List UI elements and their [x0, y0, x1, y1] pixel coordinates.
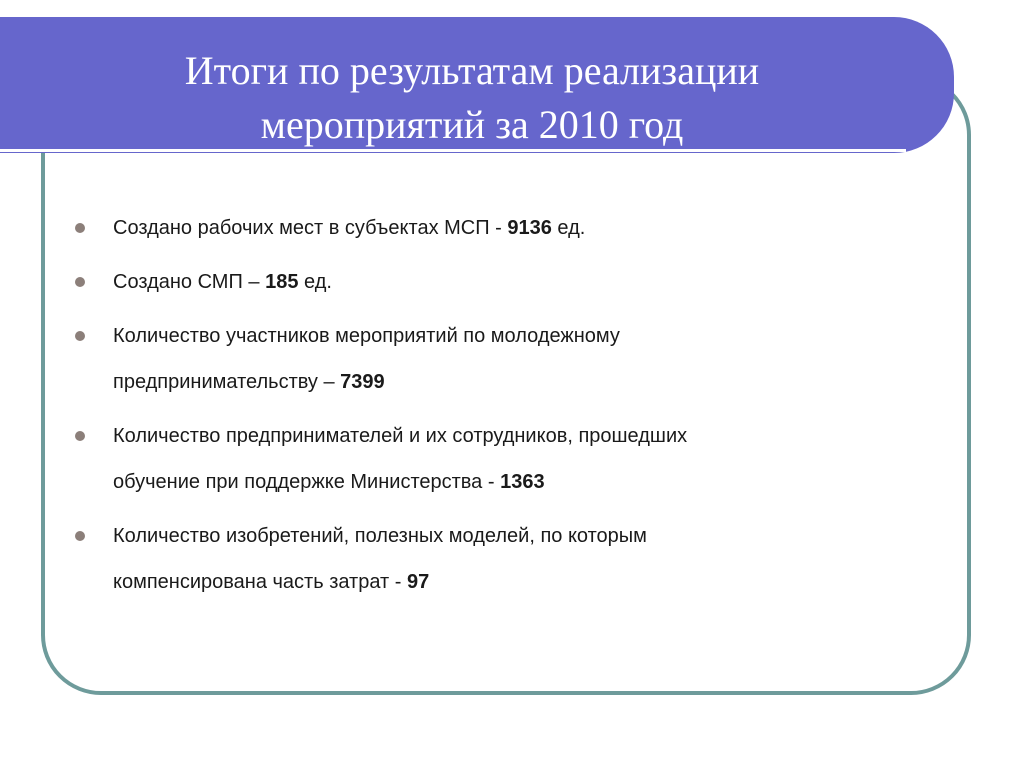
bullet-text: Количество изобретений, полезных моделей, по которым — [113, 525, 647, 547]
bullet-unit: ед. — [551, 217, 586, 239]
bullet-text: Количество участников мероприятий по молодежному — [113, 325, 620, 347]
bullet-line — [113, 559, 892, 605]
bullet-text: предпринимательству – — [113, 371, 341, 393]
bullet-value: 7399 — [340, 371, 385, 393]
bullet-dot-icon — [75, 431, 85, 441]
title-line-2: мероприятий за 2010 год — [260, 102, 684, 147]
bullet-item — [72, 313, 892, 405]
bullet-dot-icon — [75, 531, 85, 541]
bullet-text: Создано рабочих мест в субъектах МСП - — [113, 217, 508, 239]
title-line-1: Итоги по результатам реализации — [184, 48, 760, 93]
bullet-text: Количество предпринимателей и их сотрудников, прошедших — [113, 425, 688, 447]
title-banner — [0, 17, 954, 153]
bullet-line — [113, 413, 892, 459]
bullet-item — [72, 259, 892, 305]
bullet-text: компенсирована часть затрат - — [113, 571, 407, 593]
bullet-item — [72, 205, 892, 251]
bullet-value: 9136 — [507, 217, 552, 239]
bullet-value: 185 — [265, 271, 299, 293]
bullet-value: 97 — [406, 571, 430, 593]
bullet-text: обучение при поддержке Министерства - — [113, 471, 501, 493]
bullet-unit: ед. — [298, 271, 332, 293]
bullet-dot-icon — [75, 223, 85, 233]
bullet-value: 1363 — [500, 471, 545, 493]
bullet-line — [113, 205, 892, 251]
slide-title — [0, 44, 944, 152]
bullet-line — [113, 513, 892, 559]
bullet-list — [72, 205, 892, 613]
bullet-line — [113, 359, 892, 405]
bullet-item — [72, 413, 892, 505]
bullet-line — [113, 459, 892, 505]
bullet-line — [113, 259, 892, 305]
bullet-line — [113, 313, 892, 359]
bullet-text: Создано СМП – — [113, 271, 266, 293]
bullet-dot-icon — [75, 331, 85, 341]
bullet-item — [72, 513, 892, 605]
bullet-dot-icon — [75, 277, 85, 287]
